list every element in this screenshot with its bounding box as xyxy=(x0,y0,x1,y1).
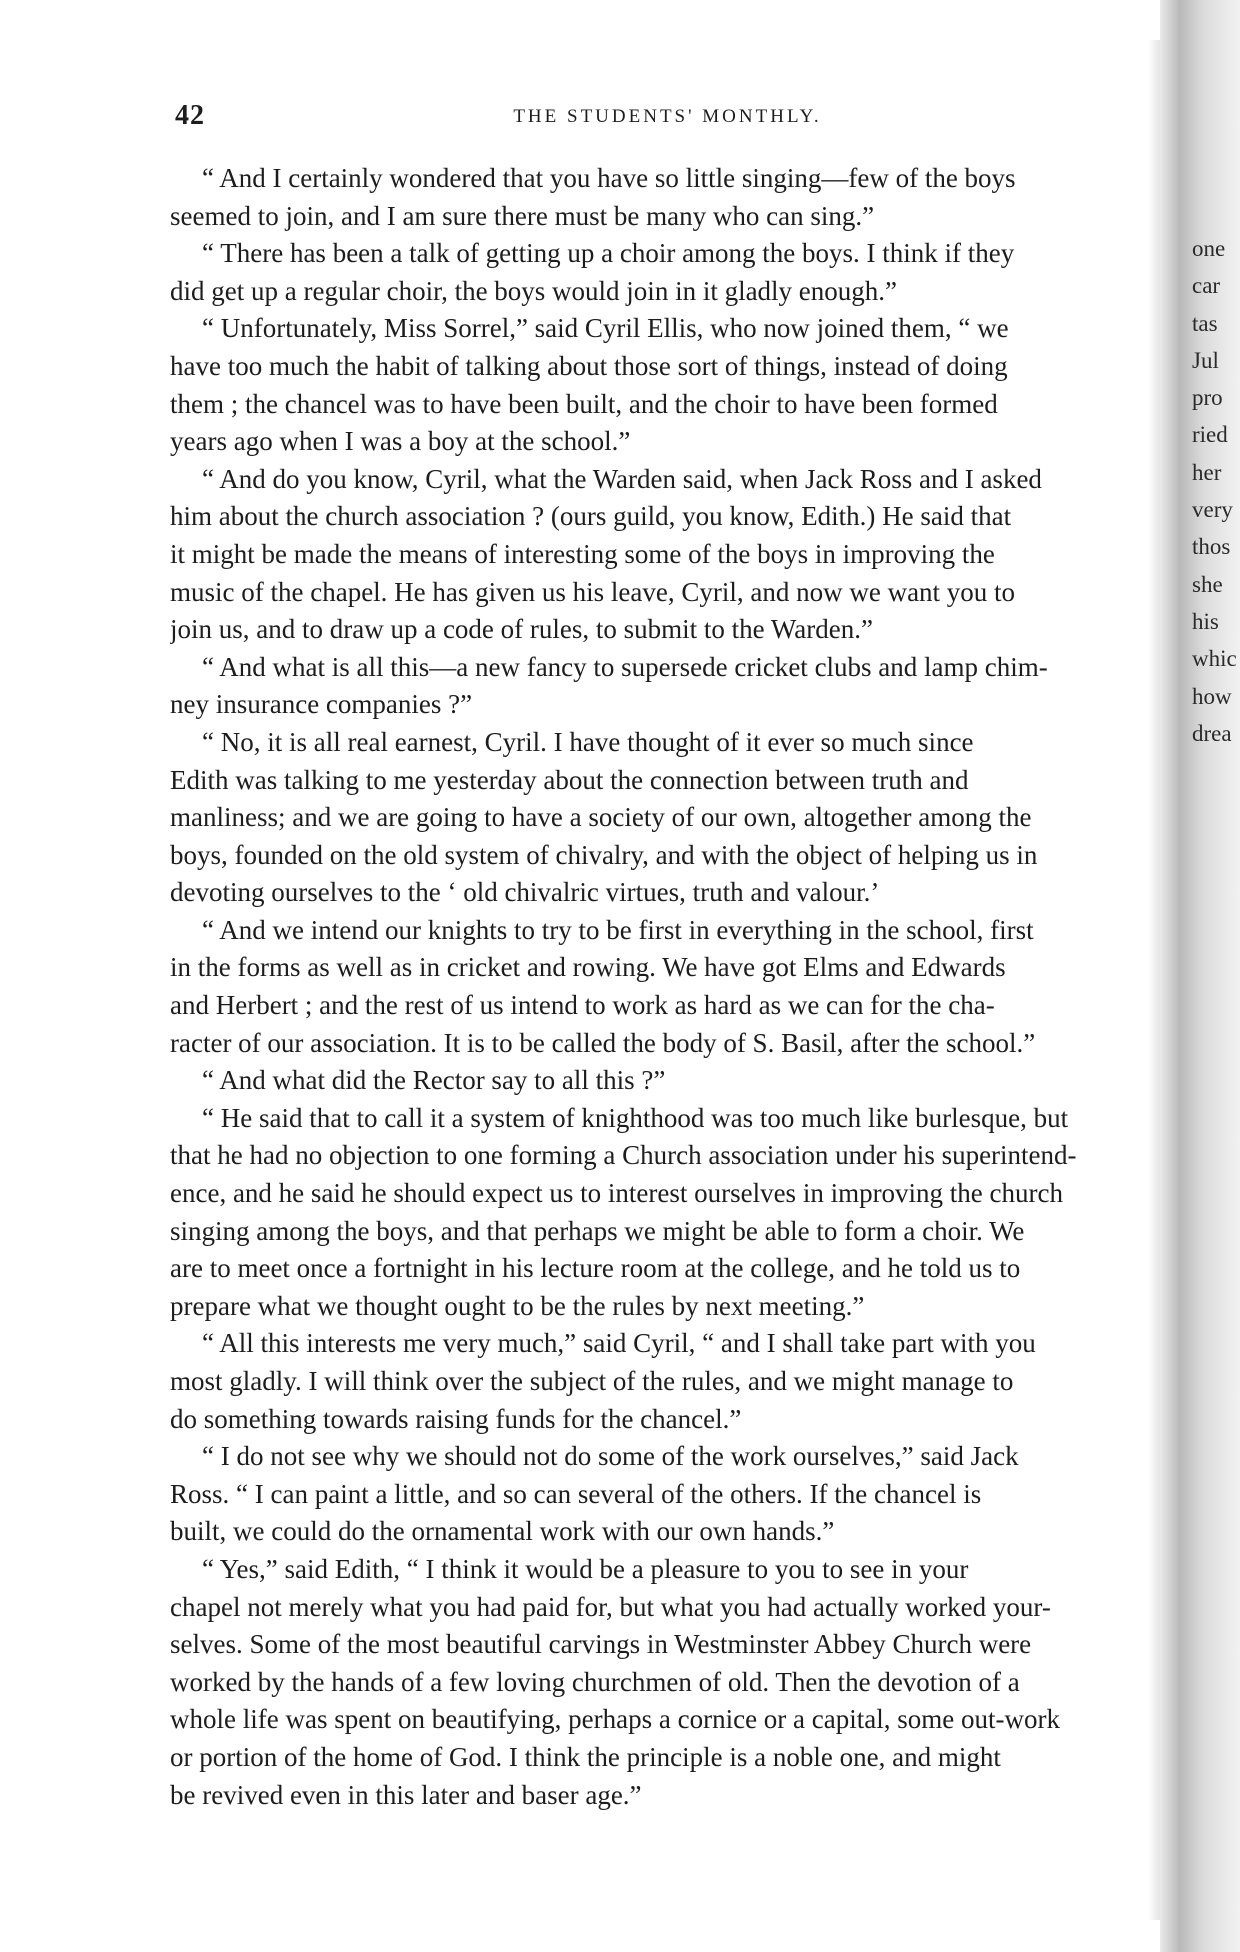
text-line: Ross. “ I can paint a little, and so can several of the others. If the chancel is xyxy=(170,1478,982,1509)
facing-fragment: thos xyxy=(1192,534,1231,560)
text-line: devoting ourselves to the ‘ old chivalric virtues, truth and valour.’ xyxy=(170,877,880,908)
text-line: built, we could do the ornamental work with our own hands.” xyxy=(170,1516,835,1547)
text-line: “ There has been a talk of getting up a choir among the boys. I think if they xyxy=(202,238,1015,269)
facing-fragment: ried xyxy=(1192,422,1228,448)
text-line: worked by the hands of a few loving churchmen of old. Then the devotion of a xyxy=(170,1666,1020,1697)
facing-fragment: whic xyxy=(1192,646,1237,672)
text-line: have too much the habit of talking about those sort of things, instead of doing xyxy=(170,350,1008,381)
text-line: “ All this interests me very much,” said Cyril, “ and I shall take part with you xyxy=(202,1328,1036,1359)
text-line: Edith was talking to me yesterday about the connection between truth and xyxy=(170,764,969,795)
text-line: do something towards raising funds for the chancel.” xyxy=(170,1403,742,1434)
text-line: “ I do not see why we should not do some of the work ourselves,” said Jack xyxy=(202,1441,1019,1472)
text-line: manliness; and we are going to have a society of our own, altogether among the xyxy=(170,802,1032,833)
text-line: music of the chapel. He has given us his leave, Cyril, and now we want you to xyxy=(170,576,1016,607)
text-line: and Herbert ; and the rest of us intend to work as hard as we can for the cha- xyxy=(170,990,995,1021)
text-line: them ; the chancel was to have been built, and the choir to have been formed xyxy=(170,388,998,419)
facing-page-fragments xyxy=(1192,230,1240,790)
text-line: it might be made the means of interesting some of the boys in improving the xyxy=(170,538,995,569)
text-line: “ And we intend our knights to try to be first in everything in the school, first xyxy=(202,914,1034,945)
text-line: join us, and to draw up a code of rules, to submit to the Warden.” xyxy=(170,614,873,645)
text-line: ence, and he said he should expect us to interest ourselves in improving the church xyxy=(170,1178,1064,1209)
text-line: in the forms as well as in cricket and rowing. We have got Elms and Edwards xyxy=(170,952,1006,983)
text-line: prepare what we thought ought to be the rules by next meeting.” xyxy=(170,1290,865,1321)
facing-fragment: car xyxy=(1192,273,1221,299)
facing-fragment: pro xyxy=(1192,385,1223,411)
facing-fragment: her xyxy=(1192,459,1222,485)
text-line: “ And I certainly wondered that you have so little singing—few of the boys xyxy=(202,163,1016,193)
text-line: chapel not merely what you had paid for, but what you had actually worked your- xyxy=(170,1591,1051,1622)
text-line: “ No, it is all real earnest, Cyril. I have thought of it ever so much since xyxy=(202,726,974,757)
text-line: “ And what is all this—a new fancy to supersede cricket clubs and lamp chim- xyxy=(202,651,1048,682)
body-text xyxy=(170,160,1160,1860)
text-line: him about the church association ? (ours guild, you know, Edith.) He said that xyxy=(170,501,1012,532)
text-line: “ Unfortunately, Miss Sorrel,” said Cyril Ellis, who now joined them, “ we xyxy=(202,313,1009,344)
facing-fragment: she xyxy=(1192,571,1223,597)
facing-fragment: very xyxy=(1192,497,1233,523)
text-line: “ He said that to call it a system of knighthood was too much like burlesque, but xyxy=(202,1102,1069,1133)
facing-fragment: his xyxy=(1192,608,1219,634)
text-line: racter of our association. It is to be called the body of S. Basil, after the school.” xyxy=(170,1027,1036,1058)
text-line: “ And do you know, Cyril, what the Warden said, when Jack Ross and I asked xyxy=(202,463,1042,494)
facing-fragment: how xyxy=(1192,683,1232,709)
page-header xyxy=(175,100,1160,140)
text-line: seemed to join, and I am sure there must be many who can sing.” xyxy=(170,200,875,231)
text-line: be revived even in this later and baser age.” xyxy=(170,1779,642,1810)
facing-fragment: drea xyxy=(1192,720,1232,746)
text-line: boys, founded on the old system of chivalry, and with the object of helping us in xyxy=(170,839,1038,870)
text-line: ney insurance companies ?” xyxy=(170,689,473,720)
text-line: “ And what did the Rector say to all this ?” xyxy=(202,1065,666,1096)
facing-fragment: tas xyxy=(1192,310,1218,336)
text-line: “ Yes,” said Edith, “ I think it would be a pleasure to you to see in your xyxy=(202,1553,969,1584)
text-line: singing among the boys, and that perhaps we might be able to form a choir. We xyxy=(170,1215,1025,1246)
text-line: are to meet once a fortnight in his lecture room at the college, and he told us to xyxy=(170,1253,1021,1284)
facing-fragment: Jul xyxy=(1192,347,1219,373)
text-line: whole life was spent on beautifying, perhaps a cornice or a capital, some out-work xyxy=(170,1704,1060,1735)
page-number: 42 xyxy=(175,100,205,131)
facing-fragment: one xyxy=(1192,236,1226,261)
text-line: selves. Some of the most beautiful carvings in Westminster Abbey Church were xyxy=(170,1629,1032,1660)
text-line: most gladly. I will think over the subject of the rules, and we might manage to xyxy=(170,1366,1014,1396)
text-line: did get up a regular choir, the boys would join in it gladly enough.” xyxy=(170,275,898,306)
text-line: years ago when I was a boy at the school.” xyxy=(170,426,631,457)
running-title: THE STUDENTS' MONTHLY. xyxy=(513,106,822,127)
text-line: that he had no objection to one forming a Church association under his superintend- xyxy=(170,1140,1077,1171)
text-line: or portion of the home of God. I think the principle is a noble one, and might xyxy=(170,1741,1001,1772)
